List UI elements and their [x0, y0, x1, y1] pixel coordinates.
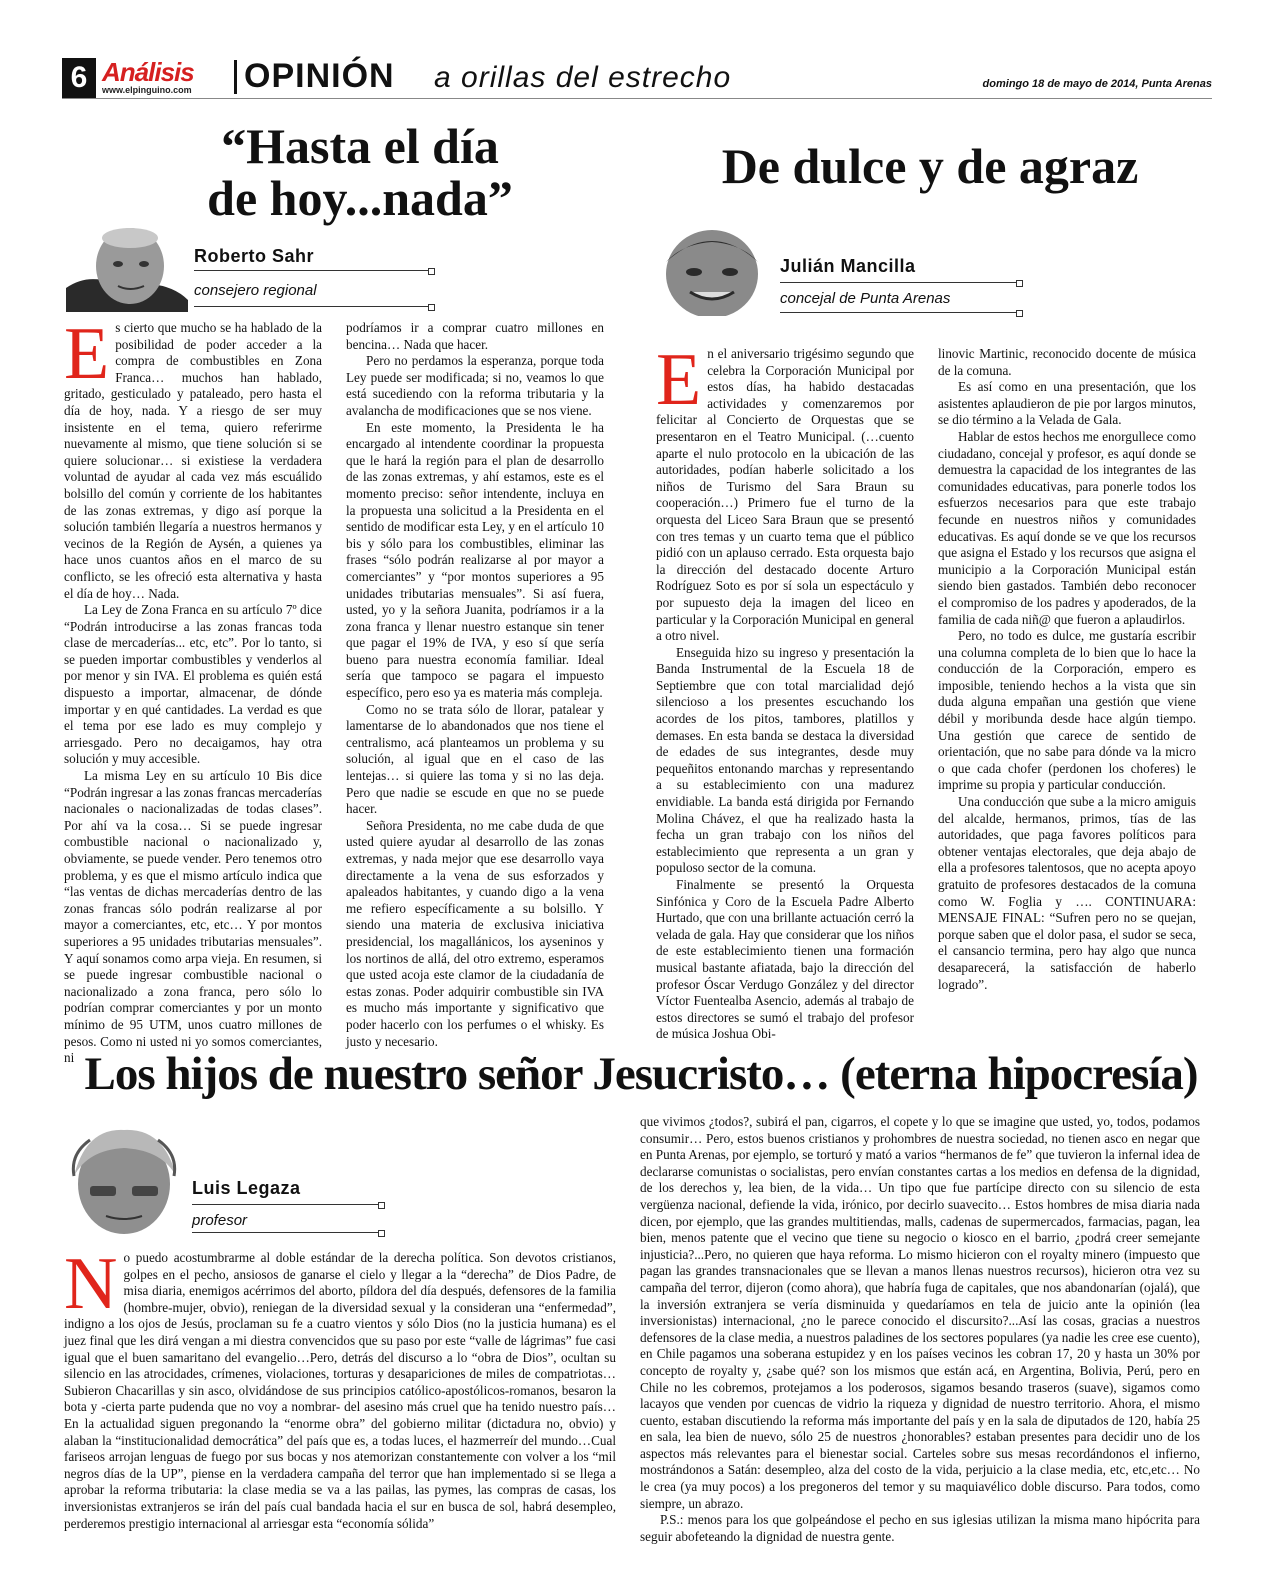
paragraph: Señora Presidenta, no me cabe duda de que usted quiere ayudar al desarrollo de las zonas extremas, y nada mejor que ese desarrollo vaya directamente a la vena de sus esforzados y apaleados habitantes, y cuando digo a la vena me refiero específicamente a su bolsillo. Y siendo una materia de exclusiva iniciativa presidencial, los magallánicos, los ayseninos y los nortinos de allá, del otro extremo, esperamos que usted acoja este clamor de la ciudadanía de estas zonas. Poder adquirir combustible sin IVA es mucho más importante y significativo que poder hacerlo con los perfumes o el whisky. Es justo y necesario. — [346, 817, 604, 1049]
paragraph: Enseguida hizo su ingreso y presentación la Banda Instrumental de la Escuela 18 de Septiembre que con total marcialidad dejó silencioso a los presentes escuchando los acordes de los pitos, tambores, platillos y demases. En esta banda se destaca la diversidad de edades de sus integrantes, desde muy pequeñitos entonando marchas y representando a su establecimiento con una madurez envidiable. La banda está dirigida por Fernando Molina Chávez, el que ha realizado hasta la fecha un gran trabajo con los niños del establecimiento que representa a un gran y populoso sector de la comuna. — [656, 644, 914, 876]
drop-cap: N — [64, 1243, 118, 1325]
article-1-headline — [150, 120, 570, 224]
paragraph: La Ley de Zona Franca en su artículo 7º dice “Podrán introducirse a las zonas francas toda clase de mercaderías... etc, etc”. Por lo tanto, si se pueden importar combustibles y venderlos al por menor y sin IVA. El problema es quién está dispuesto a importar, almacenar, de dónde importar y en qué cantidades. La verdad es que el tema por ese lado es muy complejo y arriesgado. Pero no decaigamos, hay otra solución y muy accesible. — [64, 602, 322, 767]
author-role: profesor — [192, 1212, 248, 1229]
byline-rule — [192, 1204, 382, 1205]
author-role: concejal de Punta Arenas — [780, 290, 951, 307]
paragraph: Hablar de estos hechos me enorgullece como ciudadano, concejal y profesor, es aquí donde se demuestra la capacidad de los integrantes de las comunidades educativas, para ponerle todos los esfuerzos necesarios para que este trabajo fecunde en nuestros niños y comunidades educativas. Es aquí donde se ve que los recursos que asigna el Estado y los recursos que asigna el municipio a la Corporación Municipal están siendo bien gastados. También debo reconocer el compromiso de los padres y apoderados, de la familia de cada niñ@ que fueron a aplaudirlos. — [938, 428, 1196, 627]
article-1-column-1 — [64, 313, 322, 1067]
paragraph: Pero no perdamos la esperanza, porque toda Ley puede ser modificada; si no, veamos lo que está sucediendo con la reforma tributaria y la avalancha de modificaciones que se nos viene. — [346, 353, 604, 418]
paragraph: linovic Martinic, reconocido docente de música de la comuna. — [938, 346, 1196, 378]
paragraph: Como no se trata sólo de llorar, patalear y lamentarse de lo abandonados que nos tiene el centralismo, acá planteamos un problema y su solución, al igual que en el caso de las lentejas… si quiere las toma y si no las deja. Pero que nadie se escude en que no se puede hacer. — [346, 701, 604, 817]
paragraph: Finalmente se presentó la Orquesta Sinfónica y Coro de la Escuela Padre Alberto Hurtado, que con una brillante actuación cerró la velada de gala. Hay que considerar que los niños de este establecimiento tienen una formación musical bastante afiatada, bajo la dirección del profesor Óscar Verdugo González y del director Víctor Fuentealba Asencio, además al trabajo de estos directores se sumó el trabajo del profesor de música Joshua Obi- — [656, 877, 914, 1042]
article-3-column-1 — [64, 1243, 616, 1532]
byline-rule — [194, 306, 432, 307]
paragraph: La misma Ley en su artículo 10 Bis dice “Podrán ingresar a las zonas francas mercaderías nacionales o nacionalizadas de todas clases”. Por ahí va la cosa… Si se puede ingresar combustible nacional o nacionalizado y, obviamente, se puede vender. Pero tenemos otro problema, y es que el mismo artículo indica que “las ventas de dichas mercaderías dentro de las zonas francas sólo podrán realizarse al por mayor a comerciantes, etc, etc… Y por montos superiores a 95 unidades tributarias mensuales”. Y aquí sonamos como arpa vieja. En resumen, si se puede ingresar combustible nacional o nacionalizado a zona franca, pero sólo lo podrían comprar comerciantes y por un monto mínimo de 95 UTM, unos cuatro millones de pesos. Como ni usted ni yo somos comerciantes, ni — [64, 768, 322, 1066]
article-3-column-2 — [640, 1114, 1200, 1545]
brand-logo: Análisis — [102, 57, 194, 87]
article-2-headline: De dulce y de agraz — [721, 138, 1139, 194]
section-title: OPINIÓN — [244, 57, 395, 95]
brand-url: www.elpinguino.com — [102, 85, 192, 95]
article-2-byline — [656, 226, 976, 316]
article-1-byline — [66, 226, 366, 312]
section-subtitle: a orillas del estrecho — [434, 61, 732, 94]
byline-rule — [780, 282, 1020, 283]
paragraph: Es así como en una presentación, que los asistentes aplaudieron de pie por largos minutos, se dio término a la Velada de Gala. — [938, 379, 1196, 428]
author-name: Luis Legaza — [192, 1178, 301, 1198]
author-photo — [66, 226, 188, 312]
headline-line-1: “Hasta el día — [221, 118, 499, 174]
paragraph: No puedo acostumbrarme al doble estándar de la derecha política. Son devotos cristianos, golpes en el pecho, ansiosos de ganarse el cielo y llegar a la “derecha” de Dios Padre, de misa diaria, enemigos acérrimos del aborto, píldora del día después, defensores de la familia (hombre-mujer, obvio), reniegan de la diversidad sexual y la consideran una “enfermedad”, indigno a los ojos de Jesús, proclaman su fe a cuatro vientos y sólo Dios (no la justicia humana) es el juez final que les dirá vengan a mi diestra convencidos que su paso por este “valle de lágrimas” fue casi igual que el buen samaritano del evangelio…Pero, detrás del discurso a lo “obra de Dios”, ocultan su silencio en las atrocidades, crímenes, violaciones, torturas y desapariciones de miles de compatriotas… Subieron Chacarillas y sin asco, olvidándose de sus principios católico-apostólicos-romanos, besaron la bota y -cierta parte pudenda que no voy a nombrar- del asesino más cruel que ha tenido nuestro país… En la actualidad siguen pregonando la “enorme obra” del gobierno militar (dictadura no, obvio) y alaban la “institucionalidad democrática” del país que es, a todas luces, el hazmerreír del mundo…Cual fariseos arrojan lenguas de fuego por sus bocas y nos atemorizan constantemente con volver a los “mil negros días de la UP”, piense en la verdadera campaña del terror que han implementado si se llega a aprobar la reforma tributaria: la clase media se va a las pailas, las pymes, las compras de casas, los inversionistas extranjeros se irán del país cual bandada hacia el sur en busca de sol, habrá desempleo, perderemos prestigio internacional al arriesgar esta “economía sólida” — [64, 1243, 616, 1531]
paragraph: podríamos ir a comprar cuatro millones en bencina… Nada que hacer. — [346, 320, 604, 352]
paragraph: Pero, no todo es dulce, me gustaría escribir una columna completa de lo bien que lo hace la conducción de la Corporación, empero es imposible, teniendo hechos a la vista que sin duda alguna empañan una gestión que viene débil y moribunda desde hace algún tiempo. Una gestión que carece de sentido de orientación, que no sabe para dónde va la micro o que cada chofer (perdonen los choferes) le imprime su propia y particular conducción. — [938, 628, 1196, 793]
drop-cap: E — [656, 339, 702, 421]
page-header — [62, 58, 1212, 98]
article-3-byline — [66, 1124, 386, 1234]
article-2-column-2 — [938, 346, 1196, 993]
byline-rule — [194, 270, 432, 271]
author-name: Roberto Sahr — [194, 246, 315, 266]
paragraph: En el aniversario trigésimo segundo que celebra la Corporación Municipal por estos días, ha habido destacadas actividades y comenzaremos por felicitar al Concierto de Orquestas que se presentaron en el Teatro Municipal. (…cuento aparte el nulo protocolo en la ubicación de las autoridades, podían haberle solicitado a los niños de Turismo del Sara Braun su cooperación…) Primero fue el turno de la orquesta del Liceo Sara Braun que se presentó con tres temas y un cuarto tema que el público pidió con un aplauso cerrado. Esta orquesta bajo la dirección del destacado docente Arturo Rodríguez Soto es por sí sola un espectáculo y por supuesto deja la imagen del liceo en particular y la Corporación Municipal en general a otro nivel. — [656, 339, 914, 644]
headline-line-2: de hoy...nada” — [207, 170, 513, 226]
article-2-column-1 — [656, 339, 914, 1043]
author-name: Julián Mancilla — [780, 256, 916, 276]
issue-date: domingo 18 de mayo de 2014, Punta Arenas — [982, 78, 1212, 90]
author-photo — [66, 1124, 182, 1234]
author-role: consejero regional — [194, 282, 317, 299]
paragraph: Una conducción que sube a la micro amiguis del alcalde, hermanos, primos, tías de las autoridades, que paga favores políticos para obtener ventajas electorales, que deja abajo de ella a profesores talentosos, que no acepta apoyo gratuito de profesores destacados de la comuna como W. Foglia y …. CONTINUARA: MENSAJE FINAL: “Sufren pero no se quejan, porque saben que el dolor pasa, el sudor se seca, el cansancio termina, pero hay algo que nunca desaparecerá, la satisfacción de haberlo logrado”. — [938, 794, 1196, 992]
header-rule — [62, 98, 1212, 99]
paragraph: que vivimos ¿todos?, subirá el pan, cigarros, el copete y lo que se imagine que usted, yo, todos, podamos consumir… Pero, estos buenos cristianos y prohombres de nuestra sociedad, no tienen asco en negar que en Punta Arenas, por ejemplo, se torturó y mató a varios “hermanos de fe” que tuvieron la infernal idea de declararse comunistas o socialistas, pero envían constantes cartas a los medios en defensa de la dignidad, de los derechos y, lea bien, de la vida… Un tipo que fue partícipe directo con su silencio de esta vergüenza nacional, defiende la vida, irónico, por decirlo suavecito… Estos hombres de misa diaria nada dicen, por ejemplo, que las grandes multitiendas, malls, cadenas de supermercados, farmacias, pagan, lea bien, menos patente que el vecino que tiene su negocio o kiosco en el barrio, ¿podrá creer semejante injusticia?...Pero, no quieren que haya reforma. Lo mismo hicieron con el royalty minero (impuesto que pagan las grandes transnacionales que se llevan a manos llenas nuestros recursos), hicieron otra vez su campaña del terror, dijeron (como ahora), que habría fuga de capitales, que nos abandonarían (ojalá), que la inversión extranjera se vería disminuida y quedaríamos en tela de juicio ante la opinión (lea inversionistas) internacional, ¿no le parece conocido el discursito?...Así las cosas, gracias a nuestros defensores de la clase media, a nuestros paladines de los sectores populares (ya nadie les cree ese cuento), en Chile pagamos una soberana estupidez y en los países vecinos les cobran 17, 20 y hasta un 30% por concepto de royalty y, ¿sabe qué? son los mismos que están acá, en Argentina, Bolivia, Perú, pero en Chile no les cobremos, protejamos a los poderosos, sigamos besando traseros (suave), sigamos como lacayos que venden por cuencas de vidrio la riqueza y dignidad de nuestro territorio. Ahora, el mismo cuento, estaban discutiendo la reforma más importante del país y en la sala de diputados de 120, había 25 en sala, lea bien de nuevo, sólo 25 de nuestros ¿honorables? estaban presentes para decidir uno de los aspectos más relevantes para el bienestar social. Carteles sobre sus mesas recordándonos el infierno, mostrándonos a Satán: desempleo, alza del costo de la vida, perjuicio a la clase media, etc, etc,etc… No le crea (ya muy pocos) a los pregoneros del temor y su maquiavélico doble discurso. Para todos, como siempre, un abrazo. — [640, 1114, 1200, 1511]
page-number: 6 — [62, 58, 96, 98]
byline-rule — [780, 312, 1020, 313]
paragraph: P.S.: menos para los que golpeándose el pecho en sus iglesias utilizan la misma mano hipócrita para seguir abofeteando la dignidad de nuestra gente. — [640, 1512, 1200, 1544]
author-photo — [656, 226, 768, 316]
byline-rule — [192, 1232, 382, 1233]
article-3-headline: Los hijos de nuestro señor Jesucristo… (eterna hipocresía) — [84, 1048, 1198, 1100]
paragraph: Es cierto que mucho se ha hablado de la posibilidad de poder acceder a la compra de combustibles en Zona Franca… muchos han hablado, gritado, gesticulado y pataleado, pero hasta el día de hoy, nada. Y a riesgo de ser muy insistente en el tema, quiero referirme nuevamente al mismo, que tiene solución si se quiere solucionar… si existiese la verdadera voluntad de ayudar al cada vez más escuálido bolsillo del común y corriente de los habitantes de las zonas extremas, y digo así porque la solución también llegaría a nuestros hermanos y vecinos de la Región de Aysén, a quienes ya hace unos cuantos años en el marco de su conflicto, se les ofreció esta alternativa y hasta el día de hoy… Nada. — [64, 313, 322, 601]
article-1-column-2 — [346, 320, 604, 1050]
drop-cap: E — [64, 313, 110, 395]
paragraph: En este momento, la Presidenta le ha encargado al intendente coordinar la propuesta que le hará la región para el plan de desarrollo de las zonas extremas, y ahí estamos, este es el momento preciso: señor intendente, incluya en la propuesta una solicitud a la Presidenta en el sentido de modificar esta Ley, y en el artículo 10 bis y sólo para los combustibles, eliminar las frases “sólo podrán realizarse al por mayor a comerciantes” y “por montos superiores a 95 unidades tributarias mensuales”. Si así fuera, usted, yo y la señora Juanita, podríamos ir a la zona franca y llenar nuestro estanque sin tener que pagar el 19% de IVA, y eso sí que sería bueno para nuestra economía familiar. Ideal sería que tampoco se pagara el impuesto específico, pero eso ya es materia más compleja. — [346, 419, 604, 701]
header-divider — [234, 60, 237, 94]
